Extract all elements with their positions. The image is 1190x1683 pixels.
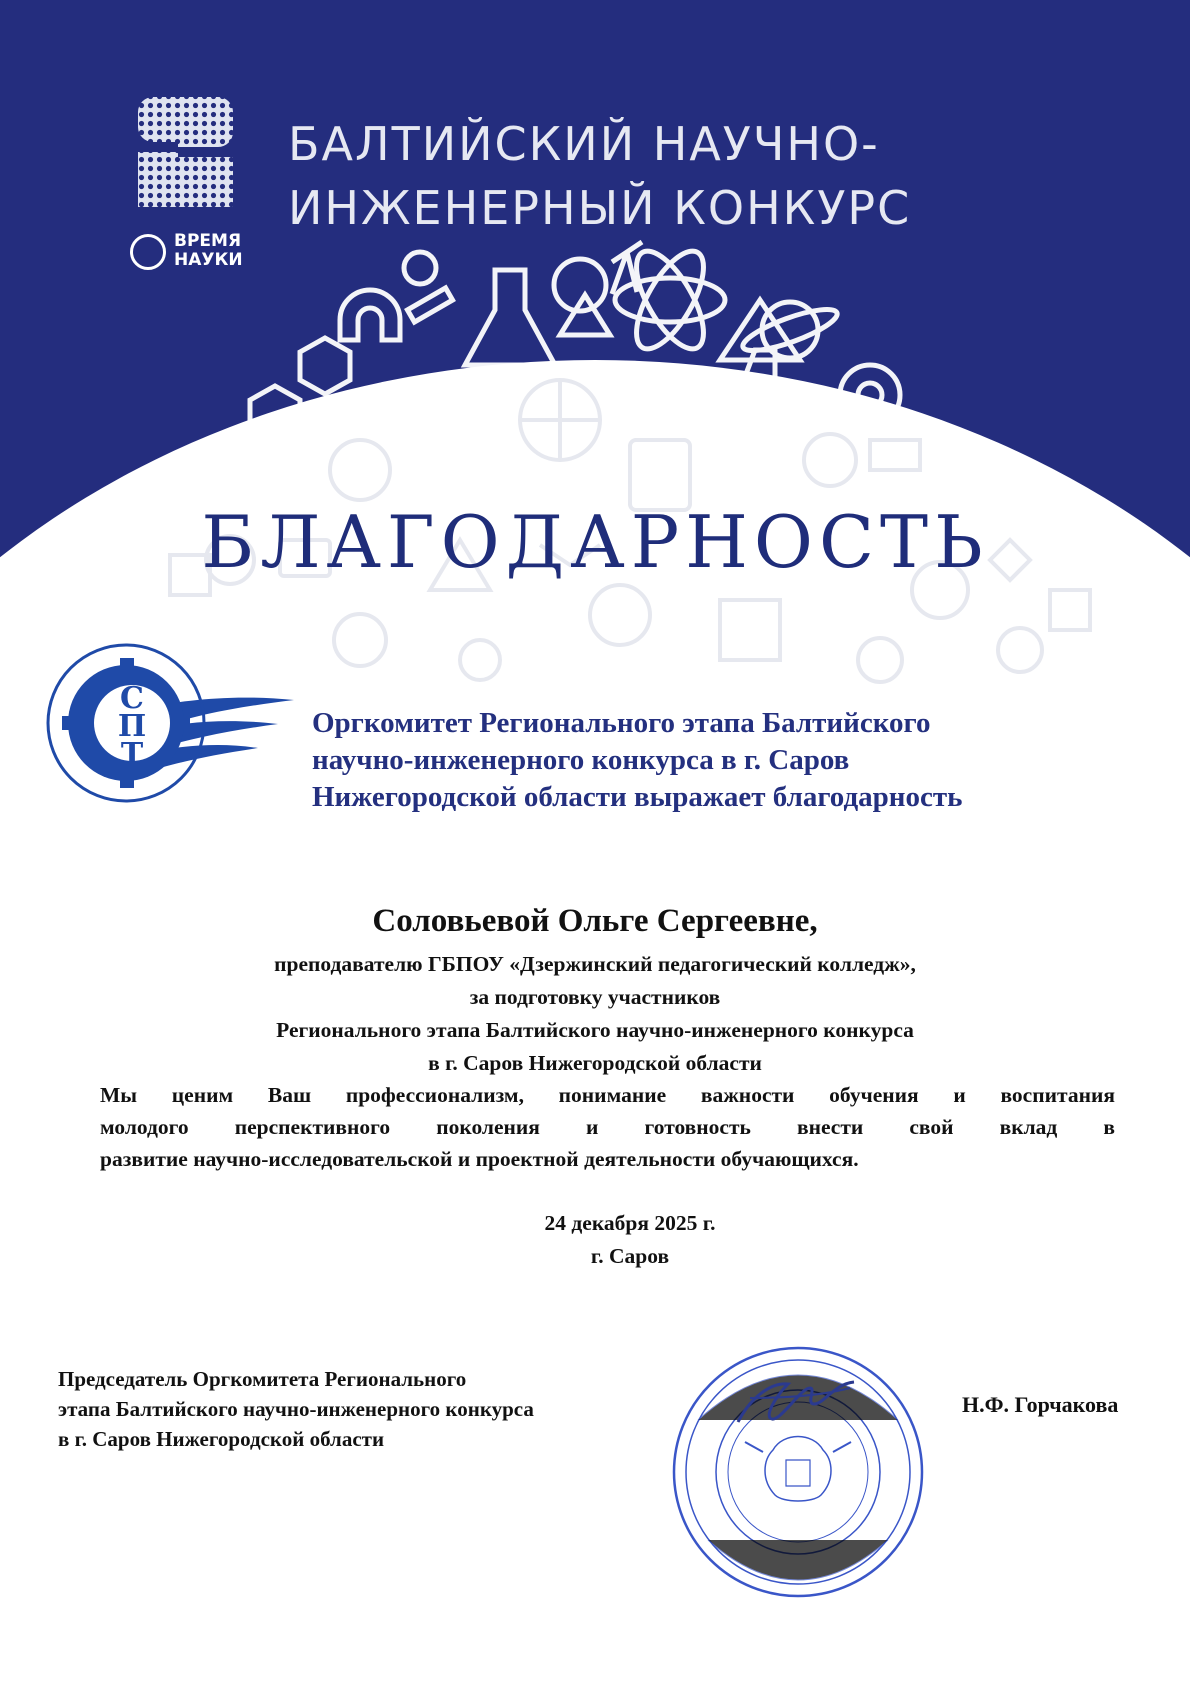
intro-line1: Оргкомитет Регионального этапа Балтийского: [312, 707, 931, 739]
paragraph-line2: молодого перспективного поколения и готовность внести свой вклад в: [100, 1115, 1115, 1139]
contest-title-line1: БАЛТИЙСКИЙ НАУЧНО-: [288, 117, 880, 171]
contest-title-line2: ИНЖЕНЕРНЫЙ КОНКУРС: [288, 181, 912, 235]
signatory-name: Н.Ф. Горчакова: [962, 1392, 1119, 1417]
logo-letter-p: П: [117, 709, 147, 744]
document-title: БЛАГОДАРНОСТЬ: [201, 500, 989, 584]
recipient-name: Соловьевой Ольге Сергеевне,: [372, 903, 818, 939]
handwritten-signature: [730, 1370, 870, 1430]
logo-letter-t: Т: [120, 737, 144, 772]
appreciation-paragraph: [100, 1079, 1115, 1175]
detail-line1: преподавателю ГБПОУ «Дзержинский педагогический колледж»,: [274, 952, 916, 976]
brand-line2: НАУКИ: [174, 250, 243, 270]
intro-line3: Нижегородской области выражает благодарность: [312, 781, 963, 813]
position-line1: Председатель Оргкомитета Регионального: [58, 1367, 467, 1391]
paragraph-line3: развитие научно-исследовательской и проектной деятельности обучающихся.: [100, 1147, 859, 1171]
spt-technikum-logo: [34, 628, 294, 818]
detail-line3: Регионального этапа Балтийского научно-инженерного конкурса: [276, 1018, 914, 1042]
position-line2: этапа Балтийского научно-инженерного конкурса: [58, 1397, 534, 1421]
detail-line2: за подготовку участников: [469, 985, 721, 1009]
paragraph-line1: Мы ценим Ваш профессионализм, понимание важности обучения и воспитания: [100, 1083, 1115, 1107]
document-date: 24 декабря 2025 г.: [544, 1211, 716, 1235]
intro-line2: научно-инженерного конкурса в г. Саров: [312, 744, 850, 776]
intro-text: [312, 705, 962, 816]
signatory-position: [58, 1364, 534, 1454]
document-city: г. Саров: [590, 1244, 670, 1268]
logo-letter-s: С: [120, 681, 144, 716]
date-place: [0, 1207, 1190, 1273]
detail-line4: в г. Саров Нижегородской области: [428, 1051, 762, 1075]
position-line3: в г. Саров Нижегородской области: [58, 1427, 385, 1451]
recipient-details: [0, 948, 1190, 1080]
brand-line1: ВРЕМЯ: [174, 231, 242, 251]
faded-icons-decoration: [0, 0, 1190, 700]
